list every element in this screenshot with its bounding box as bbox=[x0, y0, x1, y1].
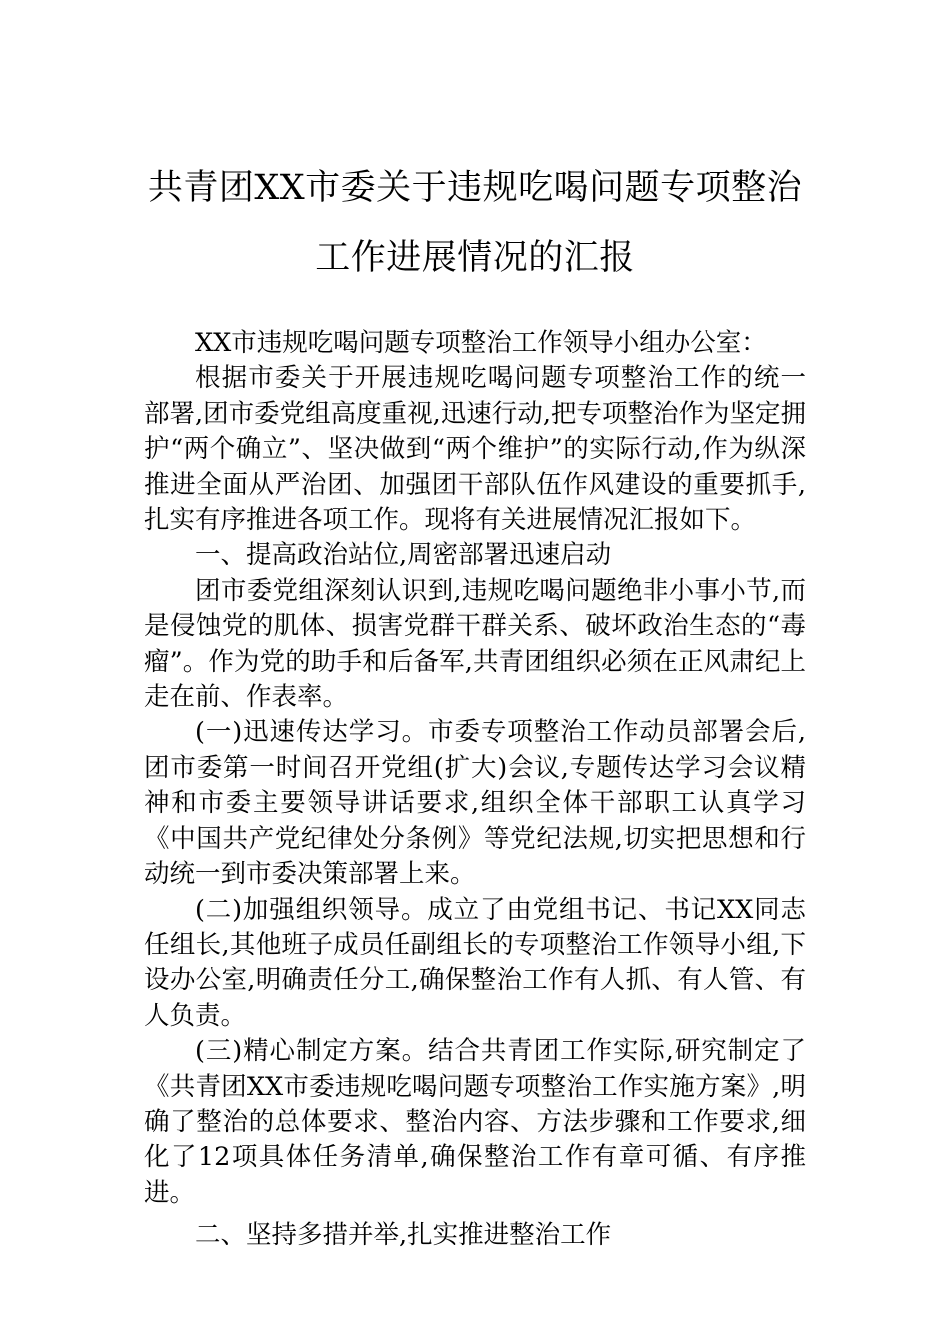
section-1-heading: 一、提高政治站位,周密部署迅速启动 bbox=[195, 540, 612, 571]
item-3-paragraph: (三)精心制定方案。结合共青团工作实际,研究制定了《共青团XX市委违规吃喝问题专项整治工作实施方案》,明确了整治的总体要求、整治内容、方法步骤和工作要求,细化了12项具体任务清单,确保整治工作有章可循、有序推进。 bbox=[144, 1036, 806, 1208]
intro-paragraph: 根据市委关于开展违规吃喝问题专项整治工作的统一部署,团市委党组高度重视,迅速行动,把专项整治作为坚定拥护“两个确立”、坚决做到“两个维护”的实际行动,作为纵深推进全面从严治团、加强团干部队伍作风建设的重要抓手,扎实有序推进各项工作。现将有关进展情况汇报如下。 bbox=[144, 363, 806, 536]
section-2-heading: 二、坚持多措并举,扎实推进整治工作 bbox=[195, 1220, 612, 1251]
section-1-paragraph: 团市委党组深刻认识到,违规吃喝问题绝非小事小节,而是侵蚀党的肌体、损害党群干群关系、破坏政治生态的“毒瘤”。作为党的助手和后备军,共青团组织必须在正风肃纪上走在前、作表率。 bbox=[144, 575, 806, 713]
document-body bbox=[144, 326, 806, 1254]
item-2-paragraph: (二)加强组织领导。成立了由党组书记、书记XX同志任组长,其他班子成员任副组长的专项整治工作领导小组,下设办公室,明确责任分工,确保整治工作有人抓、有人管、有人负责。 bbox=[144, 894, 806, 1031]
document-title-line-1: 共青团XX市委关于违规吃喝问题专项整治 bbox=[147, 168, 803, 208]
document-title-line-2: 工作进展情况的汇报 bbox=[315, 238, 635, 278]
salutation: XX市违规吃喝问题专项整治工作领导小组办公室： bbox=[195, 328, 767, 358]
item-1-paragraph: (一)迅速传达学习。市委专项整治工作动员部署会后,团市委第一时间召开党组(扩大)会议,专题传达学习会议精神和市委主要领导讲话要求,组织全体干部职工认真学习《中国共产党纪律处分条例》等党纪法规,切实把思想和行动统一到市委决策部署上来。 bbox=[144, 717, 806, 890]
